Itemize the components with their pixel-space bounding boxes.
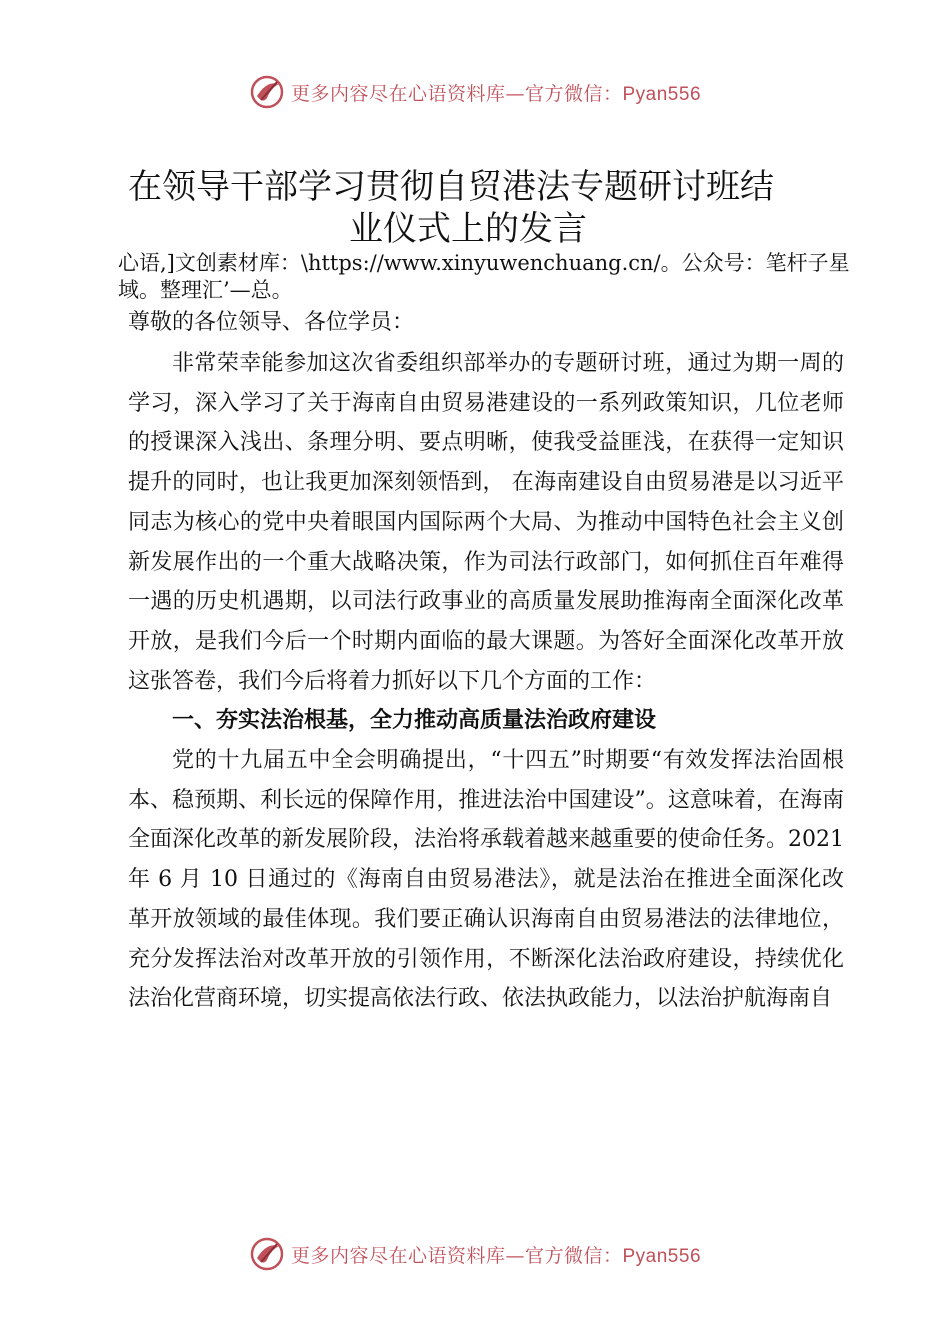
title-line-1: 在领导干部学习贯彻自贸港法专题研讨班结 <box>128 167 774 207</box>
wechat-id: Pyan556 <box>622 1245 702 1267</box>
xinyu-logo-icon <box>249 74 285 110</box>
source-note: 心语,]文创素材库：\https://www.xinyuwenchuang.cn/。公众号：笔杆子星域。整理汇’—总。 <box>118 251 850 302</box>
footer-banner <box>0 1234 950 1274</box>
banner-text: 更多内容尽在心语资料库—官方微信：Pyan556 <box>290 1244 702 1267</box>
wechat-id: Pyan556 <box>622 83 702 105</box>
paragraph-1: 非常荣幸能参加这次省委组织部举办的专题研讨班，通过为期一周的学习，深入学习了关于海南自由贸易港建设的一系列政策知识，几位老师的授课深入浅出、条理分明、要点明晰，使我受益匪浅，在获得一定知识提升的同时，也让我更加深刻领悟到， 在海南建设自由贸易港是以习近平同志为核心的党中央着眼国内国际两个大局、为推动中国特色社会主义创新发展作出的一个重大战略决策，作为司法行政部门，如何抓住百年难得一遇的历史机遇期，以司法行政事业的高质量发展助推海南全面深化改革开放，是我们今后一个时期内面临的最大课题。为答好全面深化改革开放这张答卷，我们今后将着力抓好以下几个方面的工作： <box>128 351 844 694</box>
document-title <box>128 166 808 250</box>
paragraph-2: 党的十九届五中全会明确提出，“十四五”时期要“有效发挥法治固根本、稳预期、利长远的保障作用，推进法治中国建设”。这意味着，在海南全面深化改革的新发展阶段，法治将承载着越来越重要的使命任务。2021 年 6 月 10 日通过的《海南自由贸易港法》，就是法治在推进全面深化改革开放领域的最佳体现。我们要正确认识海南自由贸易港法的法律地位，充分发挥法治对改革开放的引领作用，不断深化法治政府建设，持续优化法治化营商环境，切实提高依法行政、依法执政能力，以法治护航海南自 <box>128 748 844 1012</box>
header-banner <box>0 72 950 112</box>
section-heading-1: 一、夯实法治根基，全力推动高质量法治政府建设 <box>172 708 657 734</box>
document-body <box>128 344 844 1019</box>
banner-text: 更多内容尽在心语资料库—官方微信：Pyan556 <box>290 82 702 105</box>
xinyu-logo-icon <box>249 1236 285 1272</box>
title-line-2: 业仪式上的发言 <box>349 209 587 249</box>
salutation: 尊敬的各位领导、各位学员： <box>128 310 415 335</box>
